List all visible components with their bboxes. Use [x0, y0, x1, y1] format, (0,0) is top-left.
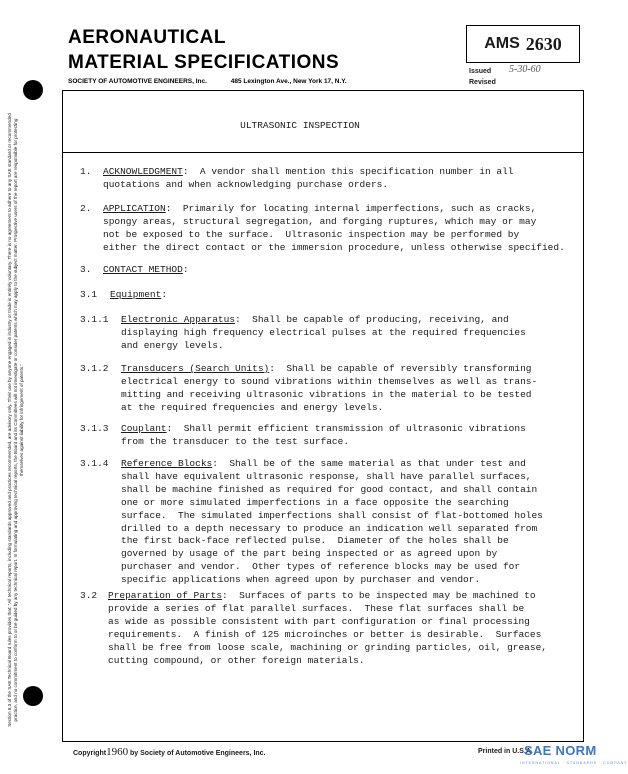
section-2	[103, 203, 565, 255]
section-3-1-4-text: : Shall be of the same material as that under test and shall have equivalent ultrasonic response, shall have parallel surfaces, shall be machine finished as required for good contact, and shall contain one or more simulated imperfections in a face opposite the searching surface. The simulated imperfections shall consist of flat-bottomed holes drilled to a depth necessary to produce an indication well separated from the first back-face reflected pulse. Diameter of the holes shall be governed by usage of the part being inspected or as agreed upon by purchaser and vendor. Other types of reference blocks may be used for specific applications when agreed upon by purchaser and vendor.	[121, 458, 543, 586]
society-line	[68, 78, 369, 85]
watermark-brand: SAE NORM	[524, 743, 597, 758]
section-3-1-3-heading: Couplant	[121, 423, 167, 434]
title-divider	[62, 152, 584, 153]
ams-label: AMS	[484, 35, 520, 52]
binder-hole-top	[23, 80, 43, 100]
binder-hole-bottom	[23, 686, 43, 706]
section-3	[103, 264, 189, 277]
section-3-2-number: 3.2	[80, 590, 98, 601]
society-address: 485 Lexington Ave., New York 17, N.Y.	[230, 78, 347, 85]
section-3-1-2-heading: Transducers (Search Units)	[121, 363, 270, 374]
watermark-subtitle: INTERNATIONAL · STANDARDS · COMPANY	[520, 761, 628, 765]
section-3-1-1-number: 3.1.1	[80, 314, 109, 325]
section-1-number: 1.	[80, 166, 92, 177]
section-3-1-1-text: : Shall be capable of producing, receiving, and displaying high frequency electrical pulses at the required frequencies and energy levels.	[121, 314, 526, 351]
document-title: ULTRASONIC INSPECTION	[240, 120, 360, 131]
section-3-1-heading: Equipment	[110, 289, 162, 300]
header-title-line1: AERONAUTICAL	[68, 27, 226, 48]
section-3-heading: CONTACT METHOD	[103, 264, 183, 275]
copyright-line	[73, 746, 266, 758]
issued-date: 5-30-60	[509, 64, 541, 75]
section-3-2	[108, 590, 547, 667]
section-2-number: 2.	[80, 203, 92, 214]
section-2-heading: APPLICATION	[103, 203, 166, 214]
section-3-1-text: :	[161, 289, 168, 300]
section-3-1-2-number: 3.1.2	[80, 363, 109, 374]
section-3-text: :	[182, 264, 189, 275]
section-3-1-number: 3.1	[80, 289, 98, 300]
section-3-1-4-heading: Reference Blocks	[121, 458, 213, 469]
section-3-2-heading: Preparation of Parts	[108, 590, 223, 601]
section-3-1-4-number: 3.1.4	[80, 458, 109, 469]
revised-label: Revised	[469, 79, 496, 86]
section-3-1-1	[121, 314, 526, 353]
printed-in: Printed in U.S.A.	[478, 748, 533, 755]
section-3-number: 3.	[80, 264, 92, 275]
issued-label: Issued	[469, 68, 492, 75]
copyright-by: by Society of Automotive Engineers, Inc.	[130, 750, 266, 757]
section-3-2-text: : Surfaces of parts to be inspected may be machined to provide a series of flat parallel surfaces. These flat surfaces shall be as wide as possible consistent with part configuration or final processing requirements. A finish of 125 microinches or better is desirable. Surfaces shall be free from loose scale, machining or grinding particles, oil, grease, cutting compound, or other foreign materials.	[108, 590, 547, 666]
section-3-1-3-text: : Shall permit efficient transmission of ultrasonic vibrations from the transducer to the test surface.	[121, 423, 526, 447]
section-3-1-3-number: 3.1.3	[80, 423, 109, 434]
section-3-1-2-text: : Shall be capable of reversibly transforming electrical energy to sound vibrations within themselves as well as trans- mitting and receiving ultrasonic vibrations in the material to be tested at the required frequencies and energy levels.	[121, 363, 538, 413]
section-3-1-4	[121, 458, 543, 587]
section-1-heading: ACKNOWLEDGMENT	[103, 166, 183, 177]
society-name: SOCIETY OF AUTOMOTIVE ENGINEERS, Inc.	[68, 78, 207, 85]
section-3-1-1-heading: Electronic Apparatus	[121, 314, 236, 325]
ams-number: 2630	[525, 33, 562, 54]
section-3-1-2	[121, 363, 537, 415]
sidebar-disclaimer: Section 8.3 of the SAE Technical Board rules provides that: "All technical reports, including standards approved and practices recommended, are advisory only. Their use by anyone engaged in industry or trade is entirely voluntary. There is no agreement to adhere to any SAE standard or recommended practice, and no commitment to conform to or be guided by any technical report. In formulating and approving technical reports, the Board and its Committees will not investigate or consider patents which may apply to the subject matter. Prospective users of the report are responsible for protecting themselves against liability for infringement of patents."	[7, 113, 24, 727]
ams-number-box	[466, 25, 580, 63]
section-1-text: : A vendor shall mention this specification number in all quotations and when acknowledging purchase orders.	[103, 166, 514, 190]
section-3-1-3	[121, 423, 526, 449]
header-title-line2: MATERIAL SPECIFICATIONS	[68, 52, 340, 73]
section-3-1	[110, 289, 167, 302]
copyright-year: 1960	[106, 746, 129, 758]
section-2-text: : Primarily for locating internal imperfections, such as cracks, spongy areas, structural segregation, and forging ruptures, which may or may not be exposed to the surface. Ultrasonic inspection may be performed by either the direct contact or the immersion procedure, unless otherwise specified.	[103, 203, 565, 253]
copyright-label: Copyright	[73, 750, 107, 757]
section-1	[103, 166, 513, 192]
